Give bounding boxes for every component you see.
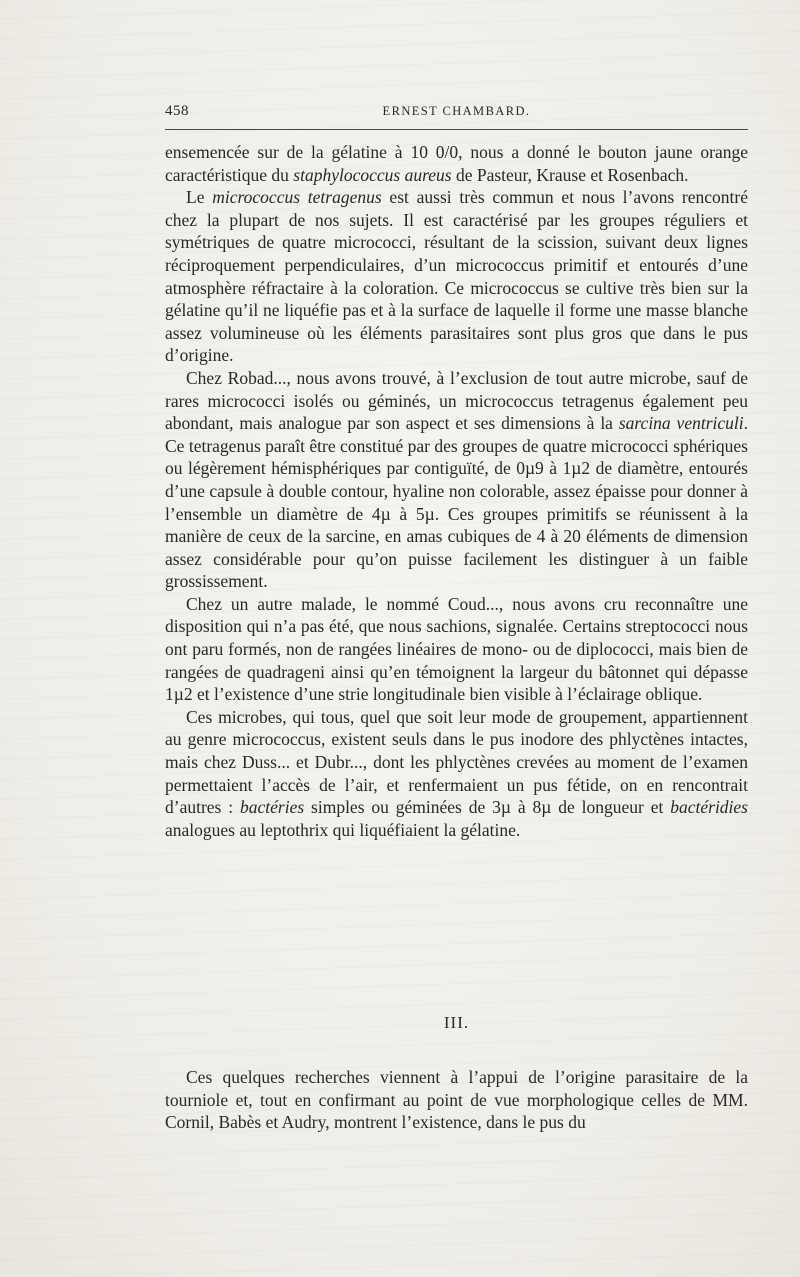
text-run: simples ou géminées de 3µ à 8µ de longueur et bbox=[304, 797, 671, 818]
text-run: . Ce tetragenus paraît être constitué par des groupes de quatre micrococci sphériques ou légèrement hémisphériques par contiguïté, de 0µ9 à 1µ2 de diamètre, entourés d’une capsule à double contour, hyaline non colorable, assez épaisse pour donner à l’ensemble un diamètre de 4µ à 5µ. Ces groupes primitifs se réunissent à la manière de ceux de la sarcine, en amas cubiques de 4 à 20 éléments de dimension assez considérable pour qu’on puisse facilement les distinguer à un faible grossissement. bbox=[165, 413, 748, 592]
paragraph bbox=[165, 186, 748, 367]
italic-term: micrococcus tetragenus bbox=[212, 187, 382, 208]
paragraph bbox=[165, 593, 748, 706]
section-heading: III. bbox=[443, 1013, 470, 1032]
paragraph bbox=[165, 141, 748, 186]
text-run: est aussi très commun et nous l’avons rencontré chez la plupart de nos sujets. Il est caractérisé par les groupes réguliers et symétriques de quatre micrococci, résultant de la scission, suivant deux lignes réciproquement perpendiculaires, d’un micrococcus primitif et entourés d’une atmosphère réfractaire à la coloration. Ce micrococcus se cultive très bien sur la gélatine qu’il ne liquéfie pas et à la surface de laquelle il forme une masse blanche assez volumineuse où les éléments parasitaires sont plus gros que dans le pus d’origine. bbox=[165, 187, 748, 366]
text-run: Ces microbes, qui tous, quel que soit leur mode de groupement, appartiennent au genre micrococcus, existent seuls dans le pus inodore des phlyctènes intactes, mais chez Duss... et Dubr..., dont les phlyctènes crevées au moment de l’examen permettaient l’accès de l’air, et renfermaient un pus fétide, on en rencontrait d’autres : bbox=[165, 706, 748, 818]
paragraph bbox=[165, 706, 748, 842]
page-number: 458 bbox=[165, 103, 189, 119]
text-run: de Pasteur, Krause et Rosenbach. bbox=[451, 164, 689, 185]
closing-text bbox=[165, 1066, 748, 1134]
paragraph bbox=[165, 367, 748, 593]
running-head: ERNEST CHAMBARD. bbox=[382, 104, 531, 118]
text-run: analogues au leptothrix qui liquéfiaient la gélatine. bbox=[165, 819, 521, 840]
italic-term: bactéridies bbox=[670, 797, 748, 818]
body-text bbox=[165, 141, 748, 841]
text-run: Chez Robad..., nous avons trouvé, à l’exclusion de tout autre microbe, sauf de rares micrococci isolés ou géminés, un micrococcus tetragenus également peu abondant, mais analogue par son aspect et ses dimensions à la bbox=[165, 367, 748, 434]
italic-term: bactéries bbox=[240, 797, 305, 818]
text-run: Chez un autre malade, le nommé Coud..., nous avons cru reconnaître une disposition qui n’a pas été, que nous sachions, signalée. Certains streptococci nous ont paru formés, non de rangées linéaires de mono- ou de diplococci, mais bien de rangées de quadrageni ainsi qu’en témoignent la largeur du bâtonnet qui dépasse 1µ2 et l’existence d’une strie longitudinale bien visible à l’éclairage oblique. bbox=[165, 593, 748, 705]
italic-term: staphylococcus aureus bbox=[293, 164, 452, 185]
italic-term: sarcina ventriculi bbox=[618, 413, 744, 434]
paragraph: Ces quelques recherches viennent à l’appui de l’origine parasitaire de la tourniole et, tout en confirmant au point de vue morphologique celles de MM. Cornil, Babès et Audry, montrent l’existence, dans le pus du bbox=[165, 1067, 748, 1133]
page-header bbox=[165, 103, 748, 125]
text-run: ensemencée sur de la gélatine à 10 0/0, nous a donné le bouton jaune orange caractéristique du bbox=[165, 142, 748, 185]
header-rule bbox=[165, 129, 748, 130]
text-run: Le bbox=[186, 187, 213, 208]
